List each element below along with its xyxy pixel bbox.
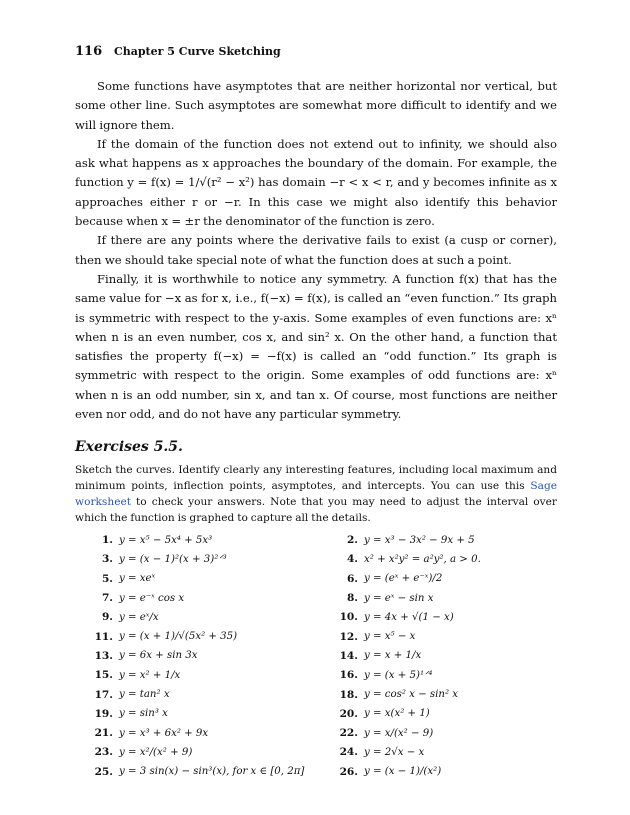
exercise-item xyxy=(75,627,320,646)
exercise-item xyxy=(320,704,557,723)
exercise-number: 17. xyxy=(94,688,113,701)
exercise-number: 14. xyxy=(339,649,358,662)
exercise-number: 12. xyxy=(339,630,358,643)
exercise-expression: y = x⁵ − 5x⁴ + 5x³ xyxy=(119,534,213,546)
exercise-item xyxy=(320,531,557,550)
exercise-expression: y = x³ + 6x² + 9x xyxy=(119,727,209,739)
exercise-item xyxy=(75,646,320,665)
exercise-list xyxy=(75,531,557,782)
exercise-item xyxy=(320,762,557,781)
exercise-item xyxy=(320,666,557,685)
exercise-item xyxy=(320,743,557,762)
exercise-expression: y = cos² x − sin² x xyxy=(364,689,459,701)
exercise-number: 9. xyxy=(101,611,113,624)
exercise-number: 1. xyxy=(101,534,113,547)
exercise-expression: y = sin³ x xyxy=(119,708,168,720)
page-number: 116 xyxy=(75,44,103,59)
exercise-number: 25. xyxy=(94,765,113,778)
paragraph-asymptotes: Some functions have asymptotes that are neither horizontal nor vertical, but some other line. Such asymptotes are somewhat more difficult to identify and we will ignore them. xyxy=(75,79,557,132)
exercise-expression: y = e⁻ˣ cos x xyxy=(119,592,185,604)
exercise-expression: y = 3 sin(x) − sin³(x), for x ∈ [0, 2π] xyxy=(119,766,305,778)
exercise-item xyxy=(75,762,320,781)
exercise-number: 21. xyxy=(94,727,113,740)
exercise-expression: y = x/(x² − 9) xyxy=(364,727,434,739)
sage-worksheet-link[interactable]: Sage worksheet xyxy=(75,480,557,508)
exercise-item xyxy=(320,646,557,665)
exercise-expression: y = eˣ/x xyxy=(119,611,159,623)
exercise-expression: y = x⁵ − x xyxy=(364,631,416,643)
running-head xyxy=(75,44,557,59)
exercise-item xyxy=(75,608,320,627)
exercise-number: 18. xyxy=(339,688,358,701)
exercises-intro xyxy=(75,463,557,526)
exercise-expression: y = x²/(x² + 9) xyxy=(119,746,193,758)
exercise-item xyxy=(75,743,320,762)
paragraph-derivative: If there are any points where the derivative fails to exist (a cusp or corner), then we should take special note of what the function does at such a point. xyxy=(75,233,557,267)
exercise-expression: y = x + 1/x xyxy=(364,650,422,662)
exercises-heading: Exercises 5.5. xyxy=(75,439,183,456)
exercise-number: 13. xyxy=(94,649,113,662)
exercise-item xyxy=(320,608,557,627)
exercise-item xyxy=(320,627,557,646)
exercise-expression: y = x³ − 3x² − 9x + 5 xyxy=(364,534,475,546)
exercise-number: 26. xyxy=(339,765,358,778)
exercise-item xyxy=(75,569,320,588)
exercise-expression: y = xeˣ xyxy=(119,573,156,585)
exercise-item xyxy=(75,685,320,704)
exercise-expression: y = 4x + √(1 − x) xyxy=(364,611,454,623)
exercise-number: 7. xyxy=(101,592,113,605)
exercise-number: 11. xyxy=(94,630,113,643)
exercise-number: 3. xyxy=(101,553,113,566)
exercise-number: 19. xyxy=(94,707,113,720)
exercise-item xyxy=(75,550,320,569)
exercise-number: 6. xyxy=(346,572,358,585)
exercise-item xyxy=(320,550,557,569)
exercise-expression: y = (x + 5)¹ᐟ⁴ xyxy=(364,669,433,681)
exercise-number: 5. xyxy=(101,572,113,585)
exercise-number: 22. xyxy=(339,727,358,740)
exercise-item xyxy=(75,531,320,550)
exercise-item xyxy=(75,588,320,607)
exercise-expression: y = x² + 1/x xyxy=(119,669,181,681)
exercise-number: 2. xyxy=(346,534,358,547)
exercise-number: 10. xyxy=(339,611,358,624)
exercise-expression: x² + x²y² = a²y², a > 0. xyxy=(364,553,481,565)
intro-text: Sketch the curves. Identify clearly any interesting features, including local maximum and minimum points, inflection points, asymptotes, and intercepts. You can use this xyxy=(75,464,557,493)
exercise-number: 24. xyxy=(339,746,358,759)
exercise-expression: y = tan² x xyxy=(119,689,170,701)
paragraph-symmetry: Finally, it is worthwhile to notice any symmetry. A function f(x) that has the same value for −x as for x, i.e., f(−x) = f(x), is called an “even function.” Its graph is symmetric with respect to the y-axis. Some examples of even functions are: xⁿ when n is an even number, cos x, and sin² x. On the other hand, a function that satisfies the property f(−x) = −f(x) is called an “odd function.” Its graph is symmetric with respect to the origin. Some examples of odd functions are: xⁿ when n is an odd number, sin x, and tan x. Of course, most functions are neither even nor odd, and do not have any particular symmetry. xyxy=(75,271,557,422)
exercise-item xyxy=(320,724,557,743)
paragraph-domain: If the domain of the function does not extend out to infinity, we should also ask what happens as x approaches the boundary of the domain. For example, the function y = f(x) = 1/√(r² − x²) has domain −r < x < r, and y becomes infinite as x approaches either r or −r. In this case we might also identify this behavior because when x = ±r the denominator of the function is zero. xyxy=(75,136,557,229)
exercise-item xyxy=(75,666,320,685)
exercise-expression: y = (x − 1)²(x + 3)²ᐟ³ xyxy=(119,553,227,565)
exercise-expression: y = 2√x − x xyxy=(364,746,425,758)
exercise-expression: y = (x + 1)/√(5x² + 35) xyxy=(119,631,238,643)
exercise-item xyxy=(320,569,557,588)
exercise-expression: y = eˣ − sin x xyxy=(364,592,434,604)
exercise-number: 15. xyxy=(94,669,113,682)
exercise-expression: y = 6x + sin 3x xyxy=(119,650,198,662)
exercise-number: 8. xyxy=(346,592,358,605)
exercise-expression: y = (x − 1)/(x²) xyxy=(364,766,442,778)
exercise-number: 23. xyxy=(94,746,113,759)
exercise-item xyxy=(320,685,557,704)
exercise-expression: y = x(x² + 1) xyxy=(364,708,430,720)
exercise-item xyxy=(320,588,557,607)
exercise-item xyxy=(75,724,320,743)
page xyxy=(75,40,557,781)
exercise-number: 4. xyxy=(346,553,358,566)
chapter-title: Chapter 5 Curve Sketching xyxy=(113,45,281,58)
exercise-expression: y = (eˣ + e⁻ˣ)/2 xyxy=(364,573,443,585)
exercise-number: 20. xyxy=(339,707,358,720)
intro-text-continued: to check your answers. Note that you may need to adjust the interval over which the function is graphed to capture all the details. xyxy=(75,495,557,524)
exercise-number: 16. xyxy=(339,669,358,682)
exercise-item xyxy=(75,704,320,723)
